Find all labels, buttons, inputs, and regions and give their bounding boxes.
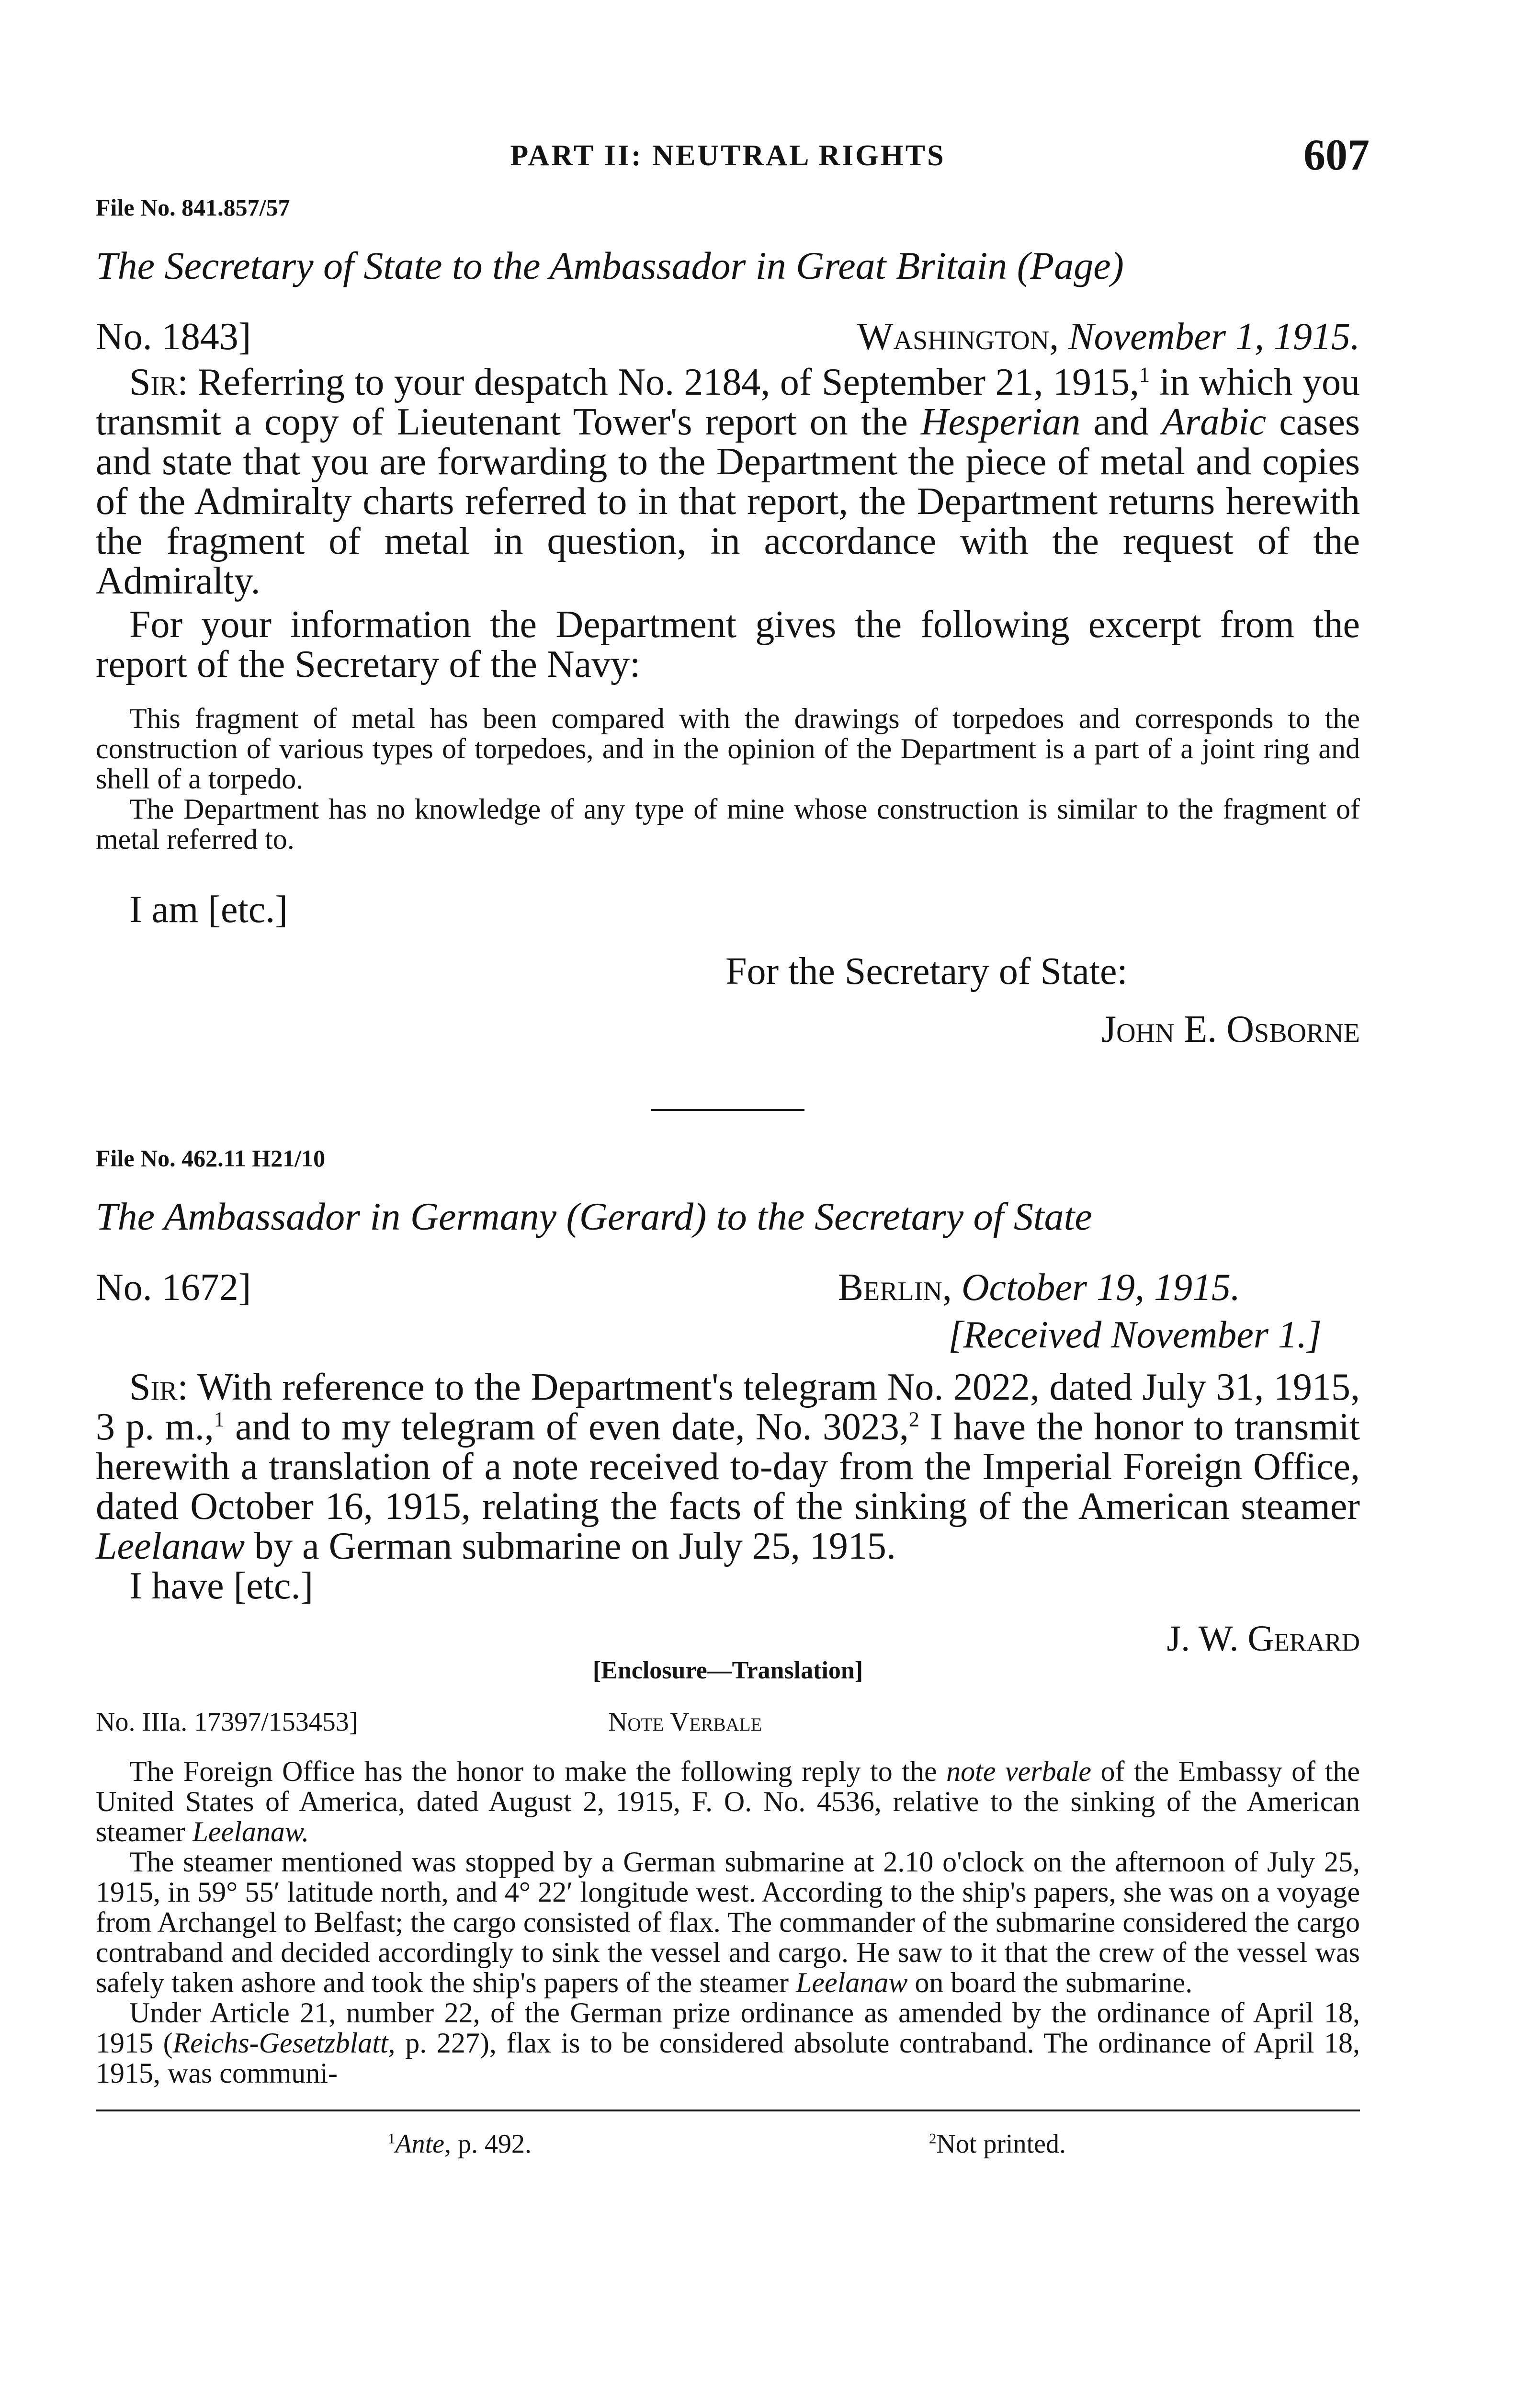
text-run: by a German submarine on July 25, 1915. <box>245 1525 896 1567</box>
footnote-rule <box>96 2110 1360 2111</box>
ship-name: Arabic <box>1162 401 1266 443</box>
date: November 1, 1915. <box>1068 316 1360 358</box>
text-run: and <box>1080 401 1162 443</box>
section-title: PART II: NEUTRAL RIGHTS <box>510 139 946 172</box>
signature: John E. Osborne <box>1101 1008 1360 1050</box>
salutation: Sir: <box>129 361 188 403</box>
salutation: Sir: <box>129 1366 188 1408</box>
footnote-1 <box>388 2129 929 2159</box>
paragraph <box>96 1368 1360 1566</box>
footnote-marker: 1 <box>388 2130 396 2147</box>
footnote-ref: Ante, <box>395 2129 452 2159</box>
footnote-text: p. 492. <box>451 2129 532 2159</box>
place: Washington, <box>857 316 1059 358</box>
received-date: [Received November 1.] <box>948 1314 1322 1356</box>
closing: I am [etc.] <box>129 889 288 931</box>
italic-term: note verbale <box>946 1756 1091 1787</box>
note-header-row <box>96 1707 1360 1737</box>
text-run: Under Article 21, number 22, of the German prize ordinance as amended by the ordinance of April 18, 1915 ( <box>96 1997 1360 2059</box>
excerpt-paragraph: This fragment of metal has been compared with the drawings of torpedoes and corresponds to the construction of various types of torpedoes, and in the opinion of the Department is a part of a joint ring and shell of a torpedo. <box>96 703 1360 795</box>
text-run: Referring to your despatch No. 2184, of September 21, 1915, <box>198 361 1139 403</box>
letter-header-row <box>96 1266 1360 1310</box>
footnotes <box>96 2129 1360 2159</box>
ship-name: Hesperian <box>921 401 1081 443</box>
footnote-text: Not printed. <box>936 2129 1066 2159</box>
footnote-marker: 2 <box>908 1407 919 1431</box>
paragraph <box>96 1998 1360 2088</box>
text-run: of the Embassy of the United States of America, dated August 2, 1915, F. O. No. 4536, relative to the sinking of the American steamer <box>96 1756 1360 1848</box>
enclosure-label: [Enclosure—Translation] <box>592 1657 863 1684</box>
document-heading: The Ambassador in Germany (Gerard) to the Secretary of State <box>96 1195 1092 1238</box>
note-number: No. IIIa. 17397/153453] <box>96 1707 358 1737</box>
text-run: The Foreign Office has the honor to make the following reply to the <box>129 1756 947 1787</box>
file-number: File No. 841.857/57 <box>96 194 290 221</box>
signoff: For the Secretary of State: <box>725 950 1128 992</box>
letter-header-row <box>96 315 1360 359</box>
text-run: on board the submarine. <box>907 1967 1193 1998</box>
paragraph <box>96 363 1360 601</box>
ship-name: Leelanaw <box>96 1525 245 1567</box>
running-header <box>96 125 1370 179</box>
text-run: p. 227), flax is to be considered absolute contraband. The ordinance of April 18, 1915, was communi- <box>96 2027 1360 2089</box>
date: October 19, 1915. <box>961 1266 1240 1309</box>
section-divider <box>651 1109 804 1111</box>
footnote-2 <box>929 2129 1066 2159</box>
text-run: and to my telegram of even date, No. 3023, <box>224 1406 909 1448</box>
text-run: With reference to the Department's telegram No. 2022, dated July 31, 1915, 3 p. m., <box>96 1366 1360 1448</box>
paragraph: For your information the Department gives the following excerpt from the report of the Secretary of the Navy: <box>96 604 1360 685</box>
file-number: File No. 462.11 H21/10 <box>96 1145 326 1172</box>
dateline <box>838 1266 1360 1310</box>
closing: I have [etc.] <box>129 1565 314 1607</box>
paragraph <box>96 1847 1360 1998</box>
ship-name: Leelanaw <box>796 1967 908 1998</box>
text-run: The steamer mentioned was stopped by a German submarine at 2.10 o'clock on the afternoon of July 25, 1915, in 59° 55′ latitude north, and 4° 22′ longitude west. According to the ship's papers, she was on a voyage from Archangel to Belfast; the cargo consisted of flax. The commander of the submarine considered the cargo contraband and decided accordingly to sink the vessel and cargo. He saw to it that the crew of the vessel was safely taken ashore and took the ship's papers of the steamer <box>96 1846 1360 1998</box>
footnote-marker: 1 <box>1139 363 1150 387</box>
note-title: Note Verbale <box>608 1707 762 1737</box>
page-number: 607 <box>1303 130 1370 179</box>
dateline <box>857 315 1360 359</box>
paragraph <box>96 1756 1360 1847</box>
excerpt-block <box>96 704 1360 855</box>
ship-name: Leelanaw. <box>192 1816 309 1848</box>
document-heading: The Secretary of State to the Ambassador in Great Britain (Page) <box>96 244 1124 287</box>
text-run: cases and state that you are forwarding to the Department the piece of metal and copies of the Admiralty charts referred to in that report, the Department returns herewith the fragment of metal in question, in accordance with the request of the Admiralty. <box>96 401 1360 602</box>
text-run: in which you transmit a copy of Lieutenant Tower's report on the <box>96 361 1360 443</box>
signature: J. W. Gerard <box>1166 1619 1360 1659</box>
text-run: I have the honor to transmit herewith a translation of a note received to-day from the Imperial Foreign Office, dated October 16, 1915, relating the facts of the sinking of the American steamer <box>96 1406 1360 1528</box>
signature-row <box>96 1606 1360 1684</box>
excerpt-paragraph: The Department has no knowledge of any type of mine whose construction is similar to the fragment of metal referred to. <box>96 793 1360 855</box>
footnote-marker: 2 <box>929 2130 937 2147</box>
despatch-number: No. 1843] <box>96 316 251 358</box>
footnote-marker: 1 <box>214 1407 225 1431</box>
document-page <box>96 125 1370 2159</box>
despatch-number: No. 1672] <box>96 1266 251 1309</box>
italic-term: Reichs-Gesetzblatt, <box>172 2027 396 2059</box>
place: Berlin, <box>838 1266 952 1309</box>
